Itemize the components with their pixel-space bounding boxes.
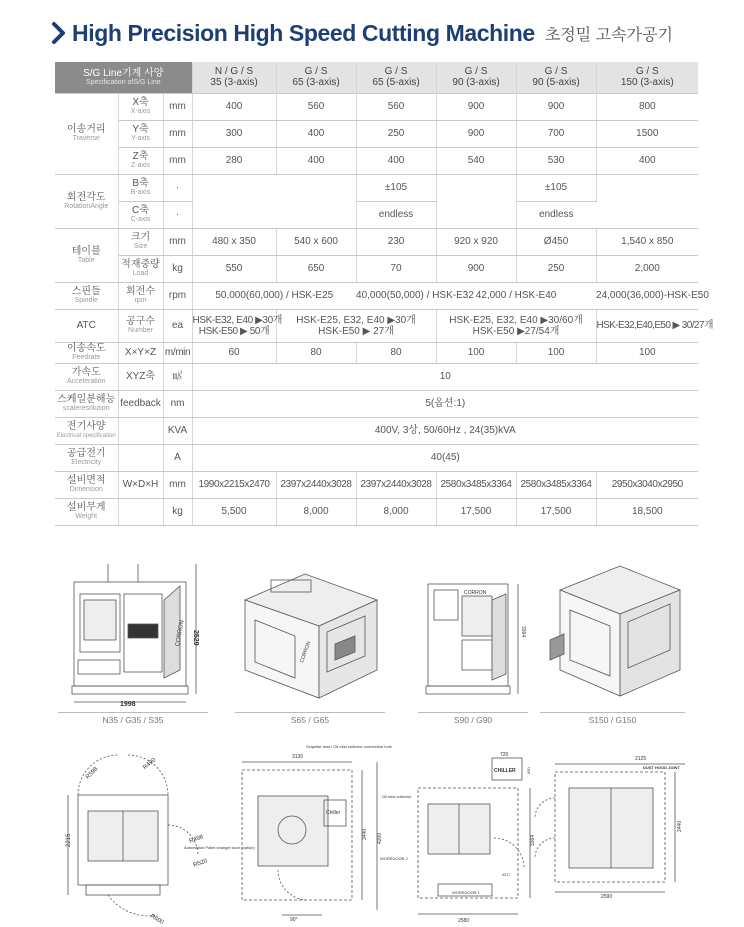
svg-text:Graphite dust / Oil mist colle: Graphite dust / Oil mist collector connection hole <box>306 744 392 749</box>
table-row: 회전각도 RotationAngle B축 B-axis · ±105 ±105 <box>55 174 698 201</box>
svg-text:CORRON: CORRON <box>175 619 186 648</box>
svg-text:4200: 4200 <box>377 832 383 844</box>
svg-text:ATC: ATC <box>502 872 510 877</box>
n35-width-label: 1998 <box>120 701 136 708</box>
svg-text:2440: 2440 <box>677 820 683 832</box>
model-header: G / S 65 (3-axis) <box>276 62 356 93</box>
title-row <box>52 18 673 48</box>
category-rotation: 회전각도 RotationAngle <box>55 174 118 228</box>
svg-text:R598: R598 <box>84 766 100 781</box>
table-row: 설비면적 Dimension W×D×H mm 1990x2215x2470 2397x2440x3028 2397x2440x3028 2580x3485x3364 2580x3485x3364 2950x3040x2950 <box>55 471 698 498</box>
s65-floor-plan <box>232 740 392 923</box>
spec-table <box>55 62 713 526</box>
s90-height-label: 3364 <box>520 626 526 638</box>
s90-front-drawing <box>418 570 528 710</box>
category-weight: 설비무게 Weight <box>55 498 118 525</box>
category-spindle: 스핀들 Spindle <box>55 282 118 309</box>
svg-text:R520: R520 <box>192 858 209 869</box>
model-header: G / S 65 (5-axis) <box>356 62 436 93</box>
category-table: 테이블 Table <box>55 228 118 282</box>
category-atc: ATC <box>55 309 118 342</box>
table-row: 공급전기 Electricity A 40(45) <box>55 444 698 471</box>
svg-text:2125: 2125 <box>635 756 647 762</box>
caption-s150: S150 / G150 <box>540 712 685 725</box>
svg-text:2590: 2590 <box>601 894 613 900</box>
svg-text:3440: 3440 <box>362 828 368 840</box>
svg-text:CORRON: CORRON <box>298 640 313 664</box>
category-feedrate: 이송속도 Feedrate <box>55 342 118 363</box>
svg-text:R498: R498 <box>188 834 205 845</box>
model-header: N / G / S 35 (3-axis) <box>192 62 276 93</box>
svg-text:Automation Pallet changer door: Automation Pallet changer door (option) <box>184 845 255 850</box>
table-row: 적재중량 Load kg 550 650 70 900 250 2,000 <box>55 255 698 282</box>
svg-text:R490: R490 <box>142 757 158 772</box>
category-acceleration: 가속도 Acceleration <box>55 363 118 390</box>
svg-text:WORKDOOR 1: WORKDOOR 1 <box>452 890 480 895</box>
s150-floor-plan <box>535 748 695 898</box>
n35-front-drawing <box>58 560 208 708</box>
caption-s65: S65 / G65 <box>235 712 385 725</box>
category-dimension: 설비면적 Dimension <box>55 471 118 498</box>
category-electric: 전기사양 Electrical specification <box>55 417 118 444</box>
table-row: 이송속도 Feedrate X×Y×Z m/min 60 80 80 100 100 100 <box>55 342 698 363</box>
svg-text:Oil mist collector: Oil mist collector <box>382 794 412 799</box>
s65-iso-drawing <box>235 560 385 708</box>
svg-text:650: 650 <box>526 767 531 774</box>
svg-text:DUST HOOD JOINT: DUST HOOD JOINT <box>643 765 680 770</box>
table-row: 가속도 Acceleration XYZ축 ㎨ 10 <box>55 363 698 390</box>
s150-iso-drawing <box>540 560 685 708</box>
table-row: 테이블 Table 크기 Size mm 480 x 350 540 x 600 230 920 x 920 Ø450 1,540 x 850 <box>55 228 698 255</box>
category-traverse: 이송거리 Traverse <box>55 93 118 174</box>
table-row: 이송거리 Traverse X축 X-axis mm 400 560 560 900 900 800 <box>55 93 698 120</box>
table-row: 스핀들 Spindle 회전수 rpm rpm 50,000(60,000) / HSK-E25 40,000(50,000) / HSK-E32 42,000 / HSK-E40 24,000(36,000)-HSK-E50 <box>55 282 698 309</box>
table-row: Z축 Z-axis mm 280 400 400 540 530 400 <box>55 147 698 174</box>
s90-floor-plan <box>378 748 540 923</box>
caption-n35: N35 / G35 / S35 <box>58 712 208 725</box>
table-row: Y축 Y-axis mm 300 400 250 900 700 1500 <box>55 120 698 147</box>
svg-text:2580: 2580 <box>458 918 470 924</box>
svg-text:3364: 3364 <box>530 834 536 846</box>
page-title: High Precision High Speed Cutting Machine <box>72 19 535 46</box>
caption-s90: S90 / G90 <box>418 712 528 725</box>
svg-text:3130: 3130 <box>292 754 304 760</box>
chevron-right-icon <box>52 22 66 44</box>
category-scale: 스케일분해능 scaleresolution <box>55 390 118 417</box>
n35-height-label: 2529 <box>192 630 199 646</box>
svg-text:CHILLER: CHILLER <box>494 768 516 774</box>
svg-text:2215: 2215 <box>66 833 72 847</box>
category-electricity: 공급전기 Electricity <box>55 444 118 471</box>
table-row: C축 C-axis · endless endless <box>55 201 698 228</box>
svg-text:Chiller: Chiller <box>326 810 341 816</box>
table-row: 스케일분해능 scaleresolution feedback nm 5(옵션:1) <box>55 390 698 417</box>
model-header: G / S 90 (5-axis) <box>516 62 596 93</box>
n35-floor-plan <box>58 745 255 926</box>
svg-text:CORRON: CORRON <box>464 590 487 596</box>
table-row: 전기사양 Electrical specification KVA 400V, 3상, 50/60Hz , 24(35)kVA <box>55 417 698 444</box>
header-row <box>55 62 698 93</box>
svg-text:90°: 90° <box>290 917 298 923</box>
table-row: ATC 공구수 Number ea HSK-E32, E40 ▶30개 HSK-E50 ▶ 50개 HSK-E25, E32, E40 ▶30개 HSK-E50 ▶ 27개 HSK-E25, E32, E40 ▶30/60개 HSK-E50 ▶27/54개 HSK-E32,E40,E50 ▶ 30/27개 <box>55 309 698 342</box>
spec-label-cell: S/G Line기계 사양 Specification ofS/G Line <box>55 62 192 93</box>
page-subtitle: 초정밀 고속가공기 <box>544 26 673 44</box>
svg-text:R600: R600 <box>149 913 165 926</box>
model-header: G / S 150 (3-axis) <box>596 62 698 93</box>
svg-text:720: 720 <box>500 752 509 758</box>
table-row: 설비무게 Weight kg 5,500 8,000 8,000 17,500 17,500 18,500 <box>55 498 698 525</box>
model-header: G / S 90 (3-axis) <box>436 62 516 93</box>
svg-text:WORKDOOR 2: WORKDOOR 2 <box>380 856 408 861</box>
